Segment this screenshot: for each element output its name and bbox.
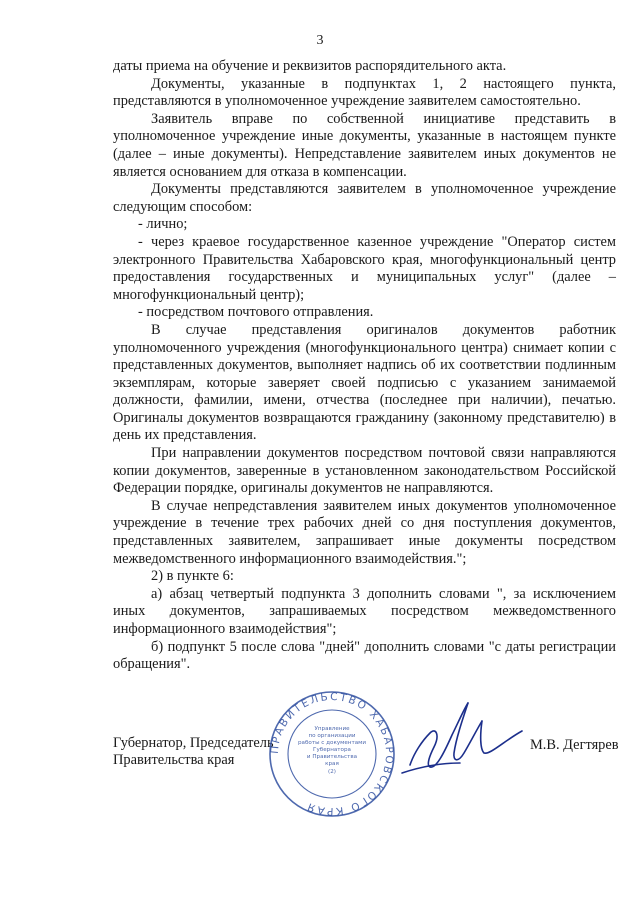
handwritten-signature [400,695,530,780]
svg-text:Управление: Управление [314,726,350,732]
page-number: 3 [316,33,324,48]
svg-text:работы с документами: работы с документами [298,740,366,746]
paragraph: В случае представления оригиналов документов работник уполномоченного учреждения (многофункционального центра) снимает копии с представленных документов, выполняет надпись об их соответствии подлинным экземплярам, которые заверяет своей подписью с указанием занимаемой должности, фамилии, имени, отчества (последнее при наличии), печатью. Оригиналы документов возвращаются гражданину (законному представителю) в день их представления. [113,321,616,444]
svg-text:и Правительства: и Правительства [306,754,358,760]
paragraph: даты приема на обучение и реквизитов распорядительного акта. [113,58,507,74]
list-item: - лично; [138,216,188,233]
svg-text:Губернатора: Губернатора [313,747,351,753]
paragraph: Заявитель вправе по собственной инициативе представить в уполномоченное учреждение иные документы, указанные в настоящем пункте (далее – иные документы). Непредставление заявителем иных документов не является основанием для отказа в компенсации. [113,110,616,180]
list-item: - посредством почтового отправления. [138,304,374,321]
paragraph: Документы представляются заявителем в уполномоченное учреждение следующим способом: [113,181,616,215]
signer-position: Правительства края [113,752,235,768]
paragraph: а) абзац четвертый подпункта 3 дополнить словами ", за исключением иных документов, запрашиваемых посредством межведомственного информационного взаимодействия"; [113,585,616,637]
svg-text:по организации: по организации [308,733,356,739]
official-seal [262,690,402,818]
svg-text:края: края [325,761,339,767]
document-body [113,58,616,674]
signer-name: М.В. Дегтярев [530,737,619,753]
paragraph: 2) в пункте 6: [151,568,234,585]
signature-block [113,735,274,769]
paragraph: При направлении документов посредством почтовой связи направляются копии документов, заверенные в установленном законодательством Российской Федерации порядке, оригиналы документов не направляются. [113,445,616,497]
svg-text:ПРАВИТЕЛЬСТВО ХАБАРОВСКОГО КРА: ПРАВИТЕЛЬСТВО ХАБАРОВСКОГО КРАЯ [268,690,396,818]
svg-text:(2): (2) [328,769,336,775]
list-item: - через краевое государственное казенное учреждение "Оператор систем электронного Правительства Хабаровского края, многофункциональный центр предоставления государственных и муниципальных услуг" (далее – многофункциональный центр); [113,233,616,303]
paragraph: В случае непредставления заявителем иных документов уполномоченное учреждение в течение трех рабочих дней со дня поступления документов, представленных заявителем, запрашивает иные документы посредством межведомственного информационного взаимодействия."; [113,497,616,567]
paragraph: Документы, указанные в подпунктах 1, 2 настоящего пункта, представляются в уполномоченное учреждение заявителем самостоятельно. [113,75,616,110]
signer-position: Губернатор, Председатель [113,735,274,751]
paragraph: б) подпункт 5 после слова "дней" дополнить словами "с даты регистрации обращения". [113,638,616,673]
